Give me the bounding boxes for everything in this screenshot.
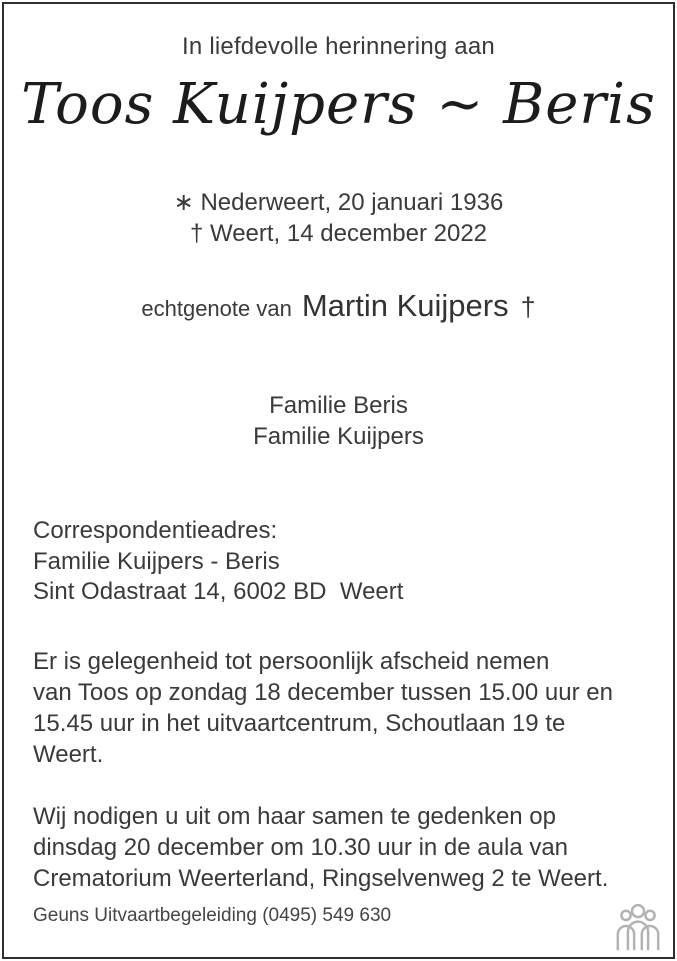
- life-dates: [0, 187, 677, 249]
- death-line: † Weert, 14 december 2022: [189, 220, 488, 247]
- paragraph-line: dinsdag 20 december om 10.30 uur in de aula van: [33, 834, 569, 861]
- family-line: Familie Beris: [269, 392, 408, 419]
- family-line: Familie Kuijpers: [253, 423, 424, 450]
- funeral-home-contact: Geuns Uitvaartbegeleiding (0495) 549 630: [33, 905, 392, 926]
- paragraph-line: Weert.: [33, 741, 104, 768]
- spouse-name: Martin Kuijpers: [301, 288, 509, 323]
- correspondence-family: Familie Kuijpers - Beris: [33, 547, 280, 575]
- paragraph-line: van Toos op zondag 18 december tussen 15.00 uur en: [33, 679, 613, 706]
- correspondence-address: Sint Odastraat 14, 6002 BD Weert: [33, 578, 404, 605]
- ceremony-paragraph: [33, 801, 608, 894]
- spouse-prefix: echtgenote van: [141, 296, 292, 321]
- paragraph-line: 15.45 uur in het uitvaartcentrum, Schoutlaan 19 te: [33, 710, 566, 737]
- intro-line: In liefdevolle herinnering aan: [182, 33, 495, 60]
- paragraph-line: Crematorium Weerterland, Ringselvenweg 2 te Weert.: [33, 865, 609, 892]
- visitation-paragraph: [33, 646, 613, 770]
- paragraph-line: Er is gelegenheid tot persoonlijk afscheid nemen: [33, 648, 550, 675]
- correspondence-block: [33, 516, 403, 608]
- deceased-name: Toos Kuijpers ~ Beris: [21, 72, 656, 137]
- families-block: [0, 390, 677, 452]
- birth-line: ∗ Nederweert, 20 januari 1936: [173, 189, 504, 216]
- spouse-dagger-icon: †: [520, 292, 536, 322]
- spouse-line: [0, 288, 677, 324]
- correspondence-label: Correspondentieadres:: [33, 517, 278, 544]
- paragraph-line: Wij nodigen u uit om haar samen te gedenken op: [33, 803, 556, 830]
- family-logo-icon: [613, 901, 663, 951]
